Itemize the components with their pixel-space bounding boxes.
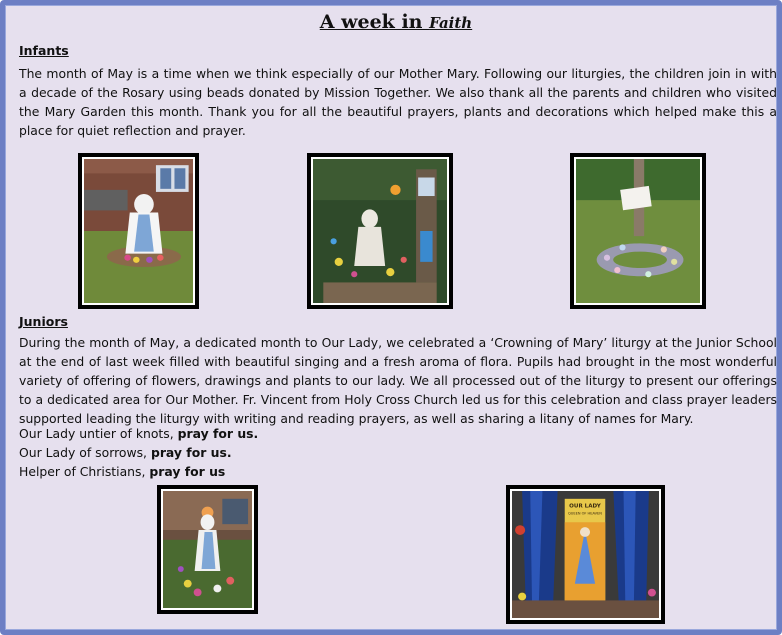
litany-line-2: [19, 445, 232, 460]
litany-line-3: [19, 464, 225, 479]
crowned-statue-image: [163, 491, 252, 608]
statue-garden-image: [84, 159, 193, 303]
infants-paragraph: The month of May is a time when we think especially of our Mother Mary. Following our liturgies, the children join in with a decade of the Rosary using beads donated by Mission Together. We also thank all the parents and children who visited the Mary Garden this month. Thank you for all the beautiful prayers, plants and decorations which helped make this a place for quiet reflection and prayer.: [19, 66, 777, 138]
title-script: Faith: [429, 14, 473, 32]
banner-title: OUR LADY: [569, 503, 601, 510]
mary-garden-image: [313, 159, 447, 303]
infants-photo-statue: [78, 153, 199, 309]
juniors-photo-our-lady-banner: [506, 485, 665, 624]
litany-text: Our Lady untier of knots,: [19, 426, 174, 441]
litany-response: pray for us.: [177, 426, 259, 441]
page-title: [5, 11, 782, 33]
rosary-stones-image: [576, 159, 700, 303]
banner-subtitle: QUEEN OF HEAVEN: [568, 511, 602, 516]
litany-text: Our Lady of sorrows,: [19, 445, 147, 460]
infants-heading: Infants: [19, 43, 69, 58]
litany-text: Helper of Christians,: [19, 464, 146, 479]
litany-response: pray for us.: [150, 445, 232, 460]
juniors-paragraph: During the month of May, a dedicated month to Our Lady, we celebrated a ‘Crowning of Mary’ liturgy at the Junior School at the end of last week filled with beautiful singing and a fresh aroma of flora. Pupils had brought in the most wonderful variety of offering of flowers, drawings and plants to our lady. We all processed out of the liturgy to present our offerings to a dedicated area for Our Mother. Fr. Vincent from Holy Cross Church led us for this celebration and class prayer leaders supported leading the liturgy with writing and reading prayers, as well as sharing a litany of names for Mary.: [19, 335, 777, 426]
banner-image: [512, 491, 659, 618]
infants-photo-mary-garden: [307, 153, 453, 309]
litany-response: pray for us: [149, 464, 226, 479]
infants-photo-rosary-stones: [570, 153, 706, 309]
juniors-photo-crowned-statue: [157, 485, 258, 614]
juniors-heading: Juniors: [19, 314, 68, 329]
litany-line-1: [19, 426, 258, 441]
title-main: A week in: [319, 11, 423, 33]
